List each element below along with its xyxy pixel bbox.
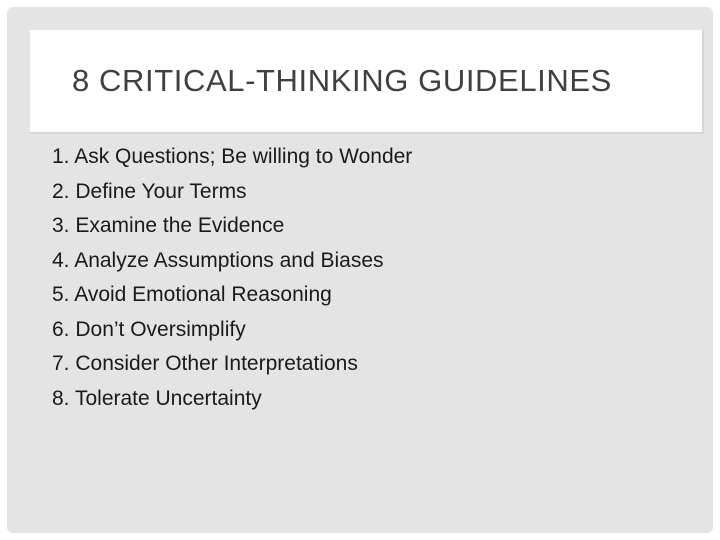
list-item: 4. Analyze Assumptions and Biases (52, 248, 384, 272)
list-item: 2. Define Your Terms (52, 179, 247, 203)
title-box (30, 30, 704, 134)
list-item: 5. Avoid Emotional Reasoning (52, 283, 332, 306)
slide-title: 8 CRITICAL-THINKING GUIDELINES (72, 63, 612, 98)
list-item: 8. Tolerate Uncertainty (52, 386, 262, 410)
list-item: 6. Don’t Oversimplify (52, 317, 246, 341)
guidelines-list (52, 143, 412, 419)
list-item: 3. Examine the Evidence (52, 214, 285, 237)
list-item: 7. Consider Other Interpretations (52, 352, 358, 375)
list-item: 1. Ask Questions; Be willing to Wonder (52, 145, 413, 168)
